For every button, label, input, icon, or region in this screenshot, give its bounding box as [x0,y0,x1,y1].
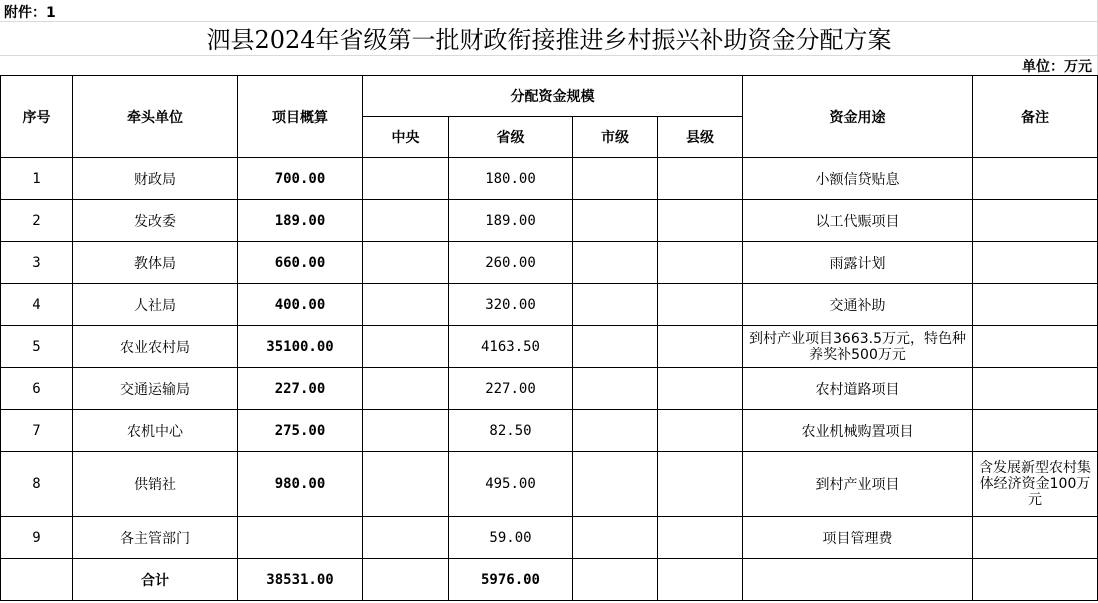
cell-city [573,284,658,326]
cell-dept: 农业农村局 [73,326,238,368]
cell-note [973,326,1098,368]
cell-county [658,326,743,368]
cell-note [973,200,1098,242]
cell-province: 260.00 [449,242,573,284]
cell-county [658,242,743,284]
cell-central [363,559,449,601]
cell-central [363,200,449,242]
cell-usage: 到村产业项目3663.5万元，特色种养奖补500万元 [743,326,973,368]
table-row [1,452,1098,517]
header-seq: 序号 [1,76,73,158]
cell-county [658,284,743,326]
cell-central [363,242,449,284]
cell-budget [238,517,363,559]
cell-usage: 农村道路项目 [743,368,973,410]
cell-usage: 小额信贷贴息 [743,158,973,200]
cell-dept: 教体局 [73,242,238,284]
cell-note: 含发展新型农村集体经济资金100万元 [973,452,1098,517]
cell-county [658,559,743,601]
cell-usage: 以工代赈项目 [743,200,973,242]
cell-seq: 6 [1,368,73,410]
cell-province: 320.00 [449,284,573,326]
cell-province: 495.00 [449,452,573,517]
cell-note [973,242,1098,284]
total-label: 合计 [73,559,238,601]
cell-note [973,517,1098,559]
cell-budget: 400.00 [238,284,363,326]
cell-seq: 2 [1,200,73,242]
total-budget: 38531.00 [238,559,363,601]
cell-central [363,284,449,326]
cell-seq: 7 [1,410,73,452]
attachment-label: 附件：1 [4,5,56,21]
cell-city [573,452,658,517]
cell-central [363,158,449,200]
cell-county [658,200,743,242]
cell-budget: 980.00 [238,452,363,517]
cell-budget: 275.00 [238,410,363,452]
cell-usage: 到村产业项目 [743,452,973,517]
header-usage: 资金用途 [743,76,973,158]
cell-seq [1,559,73,601]
cell-province: 189.00 [449,200,573,242]
table-row [1,284,1098,326]
cell-city [573,200,658,242]
cell-city [573,368,658,410]
table-row [1,368,1098,410]
cell-dept: 发改委 [73,200,238,242]
cell-usage: 农业机械购置项目 [743,410,973,452]
cell-city [573,326,658,368]
page-title: 泗县2024年省级第一批财政衔接推进乡村振兴补助资金分配方案 [206,26,892,54]
cell-city [573,158,658,200]
cell-seq: 8 [1,452,73,517]
header-note: 备注 [973,76,1098,158]
cell-city [573,242,658,284]
cell-dept: 农机中心 [73,410,238,452]
total-province: 5976.00 [449,559,573,601]
table-row [1,158,1098,200]
cell-seq: 5 [1,326,73,368]
cell-dept: 各主管部门 [73,517,238,559]
cell-county [658,517,743,559]
cell-city [573,410,658,452]
cell-county [658,410,743,452]
cell-central [363,368,449,410]
cell-seq: 1 [1,158,73,200]
cell-province: 82.50 [449,410,573,452]
cell-province: 4163.50 [449,326,573,368]
cell-budget: 700.00 [238,158,363,200]
cell-note [973,559,1098,601]
table-row [1,242,1098,284]
header-scale: 分配资金规模 [363,76,743,117]
unit-label: 单位：万元 [1022,59,1092,75]
cell-central [363,452,449,517]
cell-usage: 雨露计划 [743,242,973,284]
total-row [1,559,1098,601]
cell-budget: 227.00 [238,368,363,410]
cell-dept: 交通运输局 [73,368,238,410]
cell-usage: 项目管理费 [743,517,973,559]
cell-dept: 人社局 [73,284,238,326]
cell-budget: 660.00 [238,242,363,284]
header-province: 省级 [449,117,573,158]
table-row [1,326,1098,368]
cell-seq: 4 [1,284,73,326]
allocation-table [0,75,1098,601]
cell-central [363,410,449,452]
cell-province: 59.00 [449,517,573,559]
cell-note [973,284,1098,326]
table-row [1,517,1098,559]
header-county: 县级 [658,117,743,158]
table-row [1,410,1098,452]
cell-budget: 189.00 [238,200,363,242]
header-budget: 项目概算 [238,76,363,158]
cell-province: 227.00 [449,368,573,410]
cell-city [573,559,658,601]
cell-dept: 财政局 [73,158,238,200]
cell-central [363,326,449,368]
cell-county [658,368,743,410]
cell-usage [743,559,973,601]
cell-city [573,517,658,559]
cell-province: 180.00 [449,158,573,200]
header-city: 市级 [573,117,658,158]
cell-note [973,158,1098,200]
table-row [1,200,1098,242]
header-central: 中央 [363,117,449,158]
cell-seq: 9 [1,517,73,559]
cell-county [658,158,743,200]
cell-county [658,452,743,517]
cell-dept: 供销社 [73,452,238,517]
cell-budget: 35100.00 [238,326,363,368]
header-dept: 牵头单位 [73,76,238,158]
cell-note [973,368,1098,410]
cell-seq: 3 [1,242,73,284]
cell-central [363,517,449,559]
cell-note [973,410,1098,452]
cell-usage: 交通补助 [743,284,973,326]
